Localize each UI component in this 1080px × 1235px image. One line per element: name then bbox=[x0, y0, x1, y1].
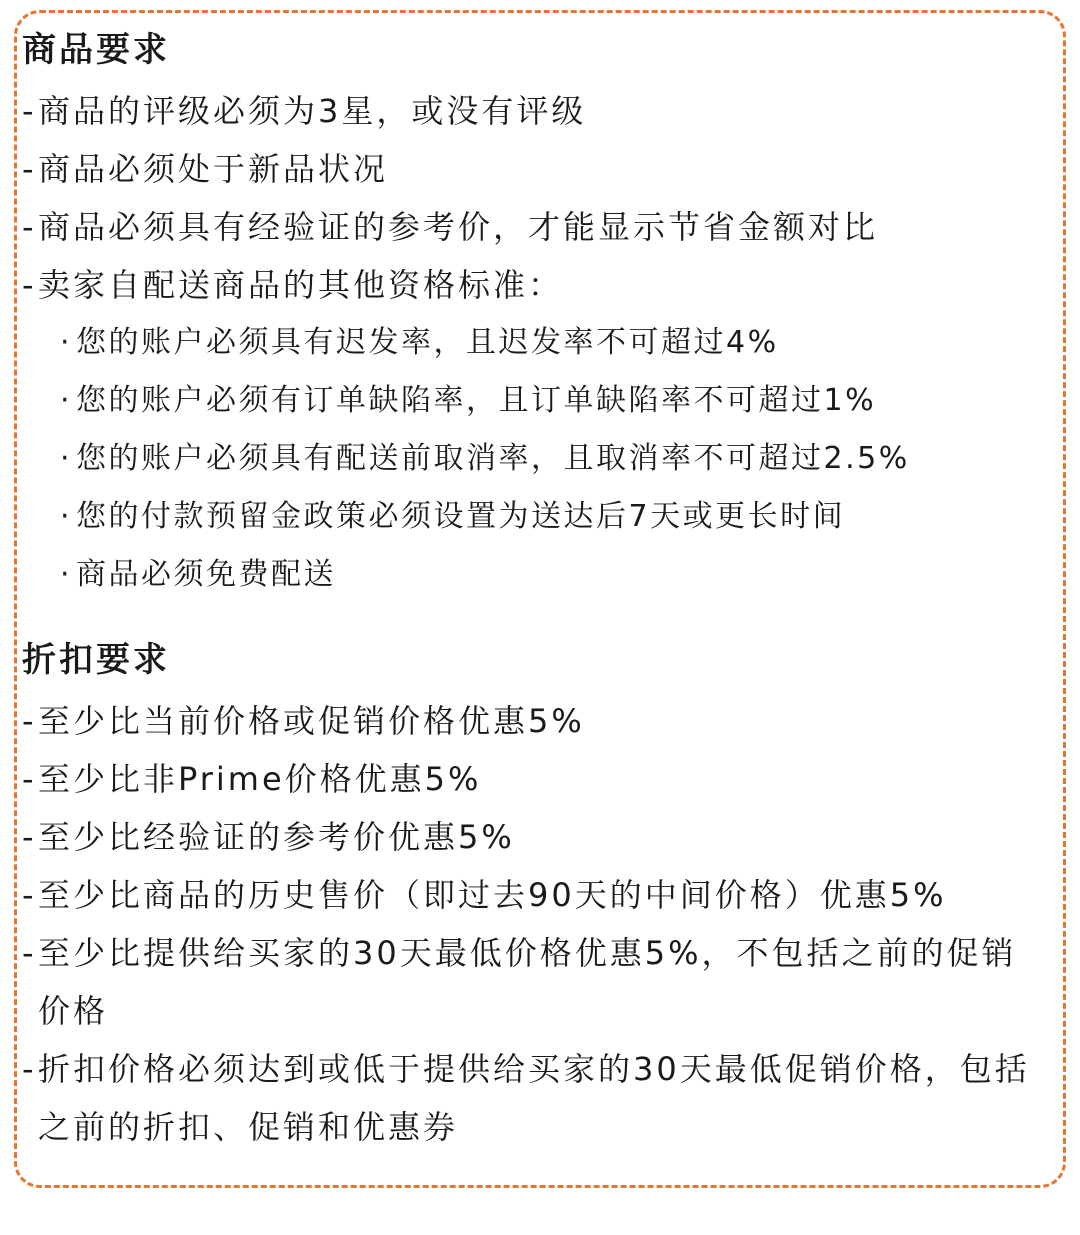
list-item: - 至少比商品的历史售价（即过去90天的中间价格）优惠5% bbox=[22, 876, 947, 914]
list-item: - 商品必须具有经验证的参考价，才能显示节省金额对比 bbox=[22, 208, 879, 246]
product-requirements-section bbox=[22, 30, 1050, 604]
list-item: - 至少比非Prime价格优惠5% bbox=[22, 760, 482, 798]
list-item: - 折扣价格必须达到或低于提供给买家的30天最低促销价格，包括之前的折扣、促销和优惠券 bbox=[22, 1050, 1030, 1146]
sub-list-item: · 您的账户必须有订单缺陷率，且订单缺陷率不可超过1% bbox=[60, 383, 877, 418]
list-item: - 至少比经验证的参考价优惠5% bbox=[22, 818, 515, 856]
list-item: - 至少比提供给买家的30天最低价格优惠5%，不包括之前的促销价格 bbox=[22, 934, 1017, 1030]
list-item: - 商品的评级必须为3星，或没有评级 bbox=[22, 92, 587, 130]
list-item: - 商品必须处于新品状况 bbox=[22, 150, 389, 188]
discount-requirements-section bbox=[22, 640, 1050, 1156]
list-item: - 卖家自配送商品的其他资格标准： bbox=[22, 266, 564, 304]
sub-list-item: · 您的账户必须具有配送前取消率，且取消率不可超过2.5% bbox=[60, 441, 910, 476]
product-requirements-title: 商品要求 bbox=[22, 30, 170, 70]
discount-requirements-title: 折扣要求 bbox=[22, 640, 170, 680]
sub-list-item: · 您的付款预留金政策必须设置为送达后7天或更长时间 bbox=[60, 499, 846, 534]
list-item: - 至少比当前价格或促销价格优惠5% bbox=[22, 702, 585, 740]
sub-list-item: · 您的账户必须具有迟发率，且迟发率不可超过4% bbox=[60, 325, 779, 360]
sub-list-item: · 商品必须免费配送 bbox=[60, 557, 336, 592]
